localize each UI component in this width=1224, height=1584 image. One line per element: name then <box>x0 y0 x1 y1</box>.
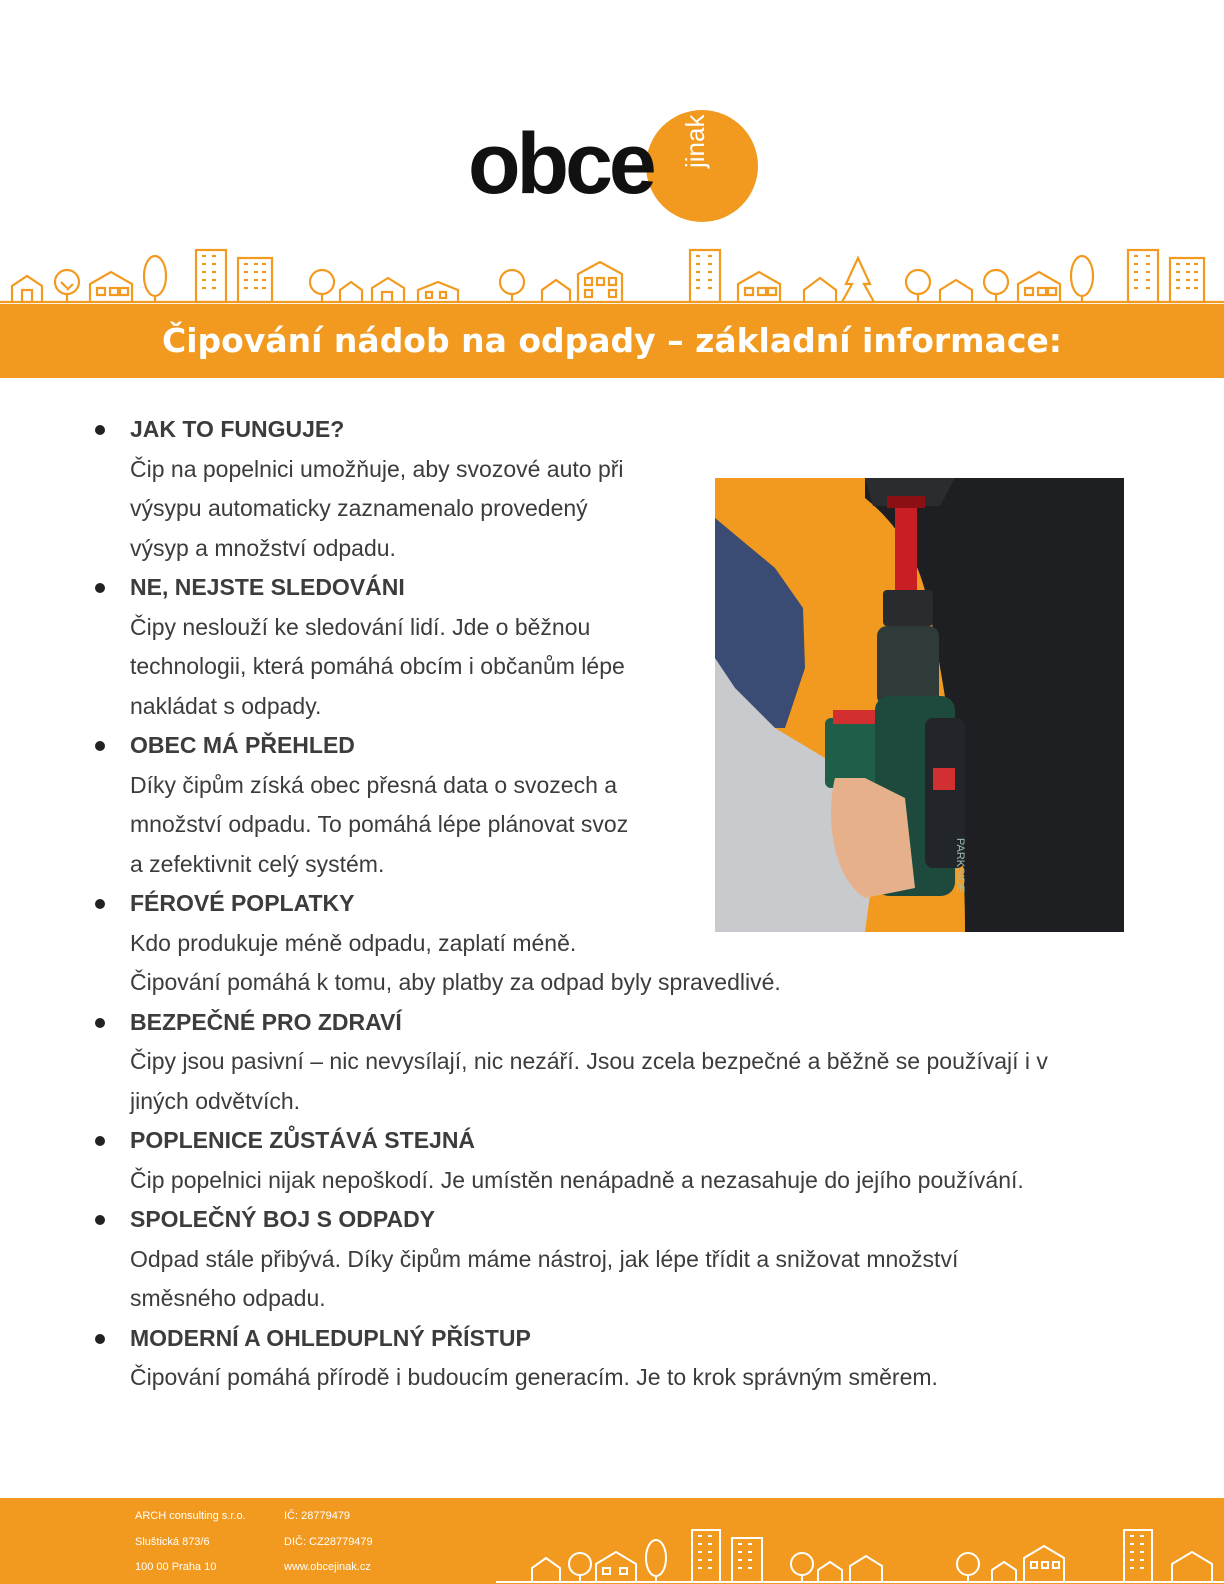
bullet-icon <box>95 1334 105 1344</box>
item-line: a zefektivnit celý systém. <box>130 850 385 877</box>
list-item <box>92 1200 1132 1319</box>
drill-brand-label: PARKSIDE <box>954 838 966 893</box>
logo <box>468 110 758 222</box>
logo-sub: jinak <box>680 114 710 168</box>
bullet-icon <box>95 1018 105 1028</box>
bullet-icon <box>95 425 105 435</box>
item-line: Čipy jsou pasivní – nic nevysílají, nic nezáří. Jsou zcela bezpečné a běžně se používají i v <box>130 1048 1048 1074</box>
footer-street: Sluštická 873/6 <box>135 1536 210 1548</box>
bullet-icon <box>95 583 105 593</box>
item-line: Čip popelnici nijak nepoškodí. Je umístěn nenápadně a nezasahuje do jejího používání. <box>130 1166 1024 1193</box>
footer-ic: IČ: 28779479 <box>284 1510 351 1522</box>
bullet-icon <box>95 899 105 909</box>
item-line: Čipy neslouží ke sledování lidí. Jde o běžnou <box>130 613 591 640</box>
bullet-icon <box>95 741 105 751</box>
item-line: technologii, která pomáhá obcím i občanům lépe <box>130 653 625 679</box>
item-line: množství odpadu. To pomáhá lépe plánovat svoz <box>130 811 629 837</box>
list-item <box>92 410 1132 568</box>
item-line: nakládat s odpady. <box>130 692 322 719</box>
page-title-banner: Čipování nádob na odpady – základní informace: <box>0 304 1224 378</box>
item-line: Čip na popelnici umožňuje, aby svozové auto při <box>130 455 624 482</box>
item-line: Kdo produkuje méně odpadu, zaplatí méně. <box>130 929 577 956</box>
item-line: výsypu automaticky zaznamenalo provedený <box>130 495 588 521</box>
footer-company: ARCH consulting s.r.o. <box>135 1510 246 1522</box>
item-line: jiných odvětvích. <box>130 1087 301 1114</box>
item-heading: POPLENICE ZŮSTÁVÁ STEJNÁ <box>130 1127 476 1153</box>
item-heading: NE, NEJSTE SLEDOVÁNI <box>130 574 405 600</box>
item-heading: MODERNÍ A OHLEDUPLNÝ PŘÍSTUP <box>130 1324 531 1351</box>
item-line: směsného odpadu. <box>130 1285 326 1311</box>
item-line: výsyp a množství odpadu. <box>130 534 396 561</box>
info-list <box>92 410 1132 1398</box>
item-line: Čipování pomáhá k tomu, aby platby za odpad byly spravedlivé. <box>130 969 781 995</box>
bullet-icon <box>95 1136 105 1146</box>
list-item <box>92 1319 1132 1398</box>
item-heading: JAK TO FUNGUJE? <box>130 416 345 442</box>
list-item <box>92 568 1132 726</box>
footer-city: 100 00 Praha 10 <box>135 1561 217 1573</box>
footer <box>0 1498 1224 1584</box>
footer-dic: DIČ: CZ28779479 <box>284 1536 373 1548</box>
item-line: Díky čipům získá obec přesná data o svozech a <box>130 771 618 798</box>
bullet-icon <box>95 1215 105 1225</box>
logo-word: obce <box>468 116 653 212</box>
list-item <box>92 884 1132 1003</box>
footer-web-link[interactable]: www.obcejinak.cz <box>284 1561 371 1573</box>
item-heading: FÉROVÉ POPLATKY <box>130 890 355 916</box>
footer-skyline-illustration <box>496 1518 1224 1584</box>
item-line: Odpad stále přibývá. Díky čipům máme nástroj, jak lépe třídit a snižovat množství <box>130 1245 959 1272</box>
item-heading: BEZPEČNÉ PRO ZDRAVÍ <box>130 1008 402 1035</box>
item-heading: OBEC MÁ PŘEHLED <box>130 732 355 758</box>
list-item <box>92 1003 1132 1122</box>
list-item <box>92 726 1132 884</box>
item-heading: SPOLEČNÝ BOJ S ODPADY <box>130 1206 436 1232</box>
list-item <box>92 1121 1132 1200</box>
item-line: Čipování pomáhá přírodě i budoucím generacím. Je to krok správným směrem. <box>130 1364 938 1390</box>
city-skyline-illustration <box>0 240 1224 304</box>
